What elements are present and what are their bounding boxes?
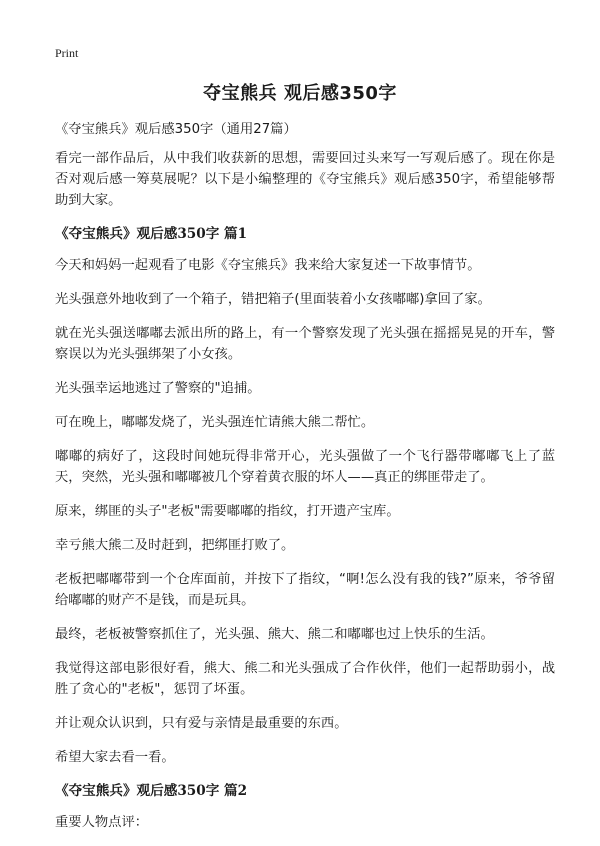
paragraph: 光头强幸运地逃过了警察的"追捕。: [55, 381, 261, 396]
intro-paragraph: 看完一部作品后，从中我们收获新的思想，需要回过头来写一写观后感了。现在你是否对观后感一筹莫展呢？以下是小编整理的《夺宝熊兵》观后感350字，希望能够帮助到大家。: [55, 151, 555, 208]
paragraph: 今天和妈妈一起观看了电影《夺宝熊兵》我来给大家复述一下故事情节。: [55, 258, 481, 273]
paragraph: 老板把嘟嘟带到一个仓库面前，并按下了指纹，“啊!怎么没有我的钱?”原来，爷爷留给嘟嘟的财产不是钱，而是玩具。: [55, 572, 555, 608]
section-heading-2: 《夺宝熊兵》观后感350字 篇2: [55, 783, 248, 799]
paragraph: 光头强意外地收到了一个箱子，错把箱子(里面装着小女孩嘟嘟)拿回了家。: [55, 292, 491, 307]
paragraph: 我觉得这部电影很好看，熊大、熊二和光头强成了合作伙伴，他们一起帮助弱小，战胜了贪心的"老板"，惩罚了坏蛋。: [55, 661, 555, 697]
print-link[interactable]: Print: [55, 46, 79, 60]
document-body: [55, 119, 555, 846]
paragraph: 并让观众认识到，只有爱与亲情是最重要的东西。: [55, 716, 348, 731]
page-title: 夺宝熊兵 观后感350字: [203, 83, 397, 104]
paragraph: 希望大家去看一看。: [55, 750, 175, 765]
paragraph: 嘟嘟的病好了，这段时间她玩得非常开心，光头强做了一个飞行器带嘟嘟飞上了蓝天，突然，光头强和嘟嘟被几个穿着黄衣服的坏人——真正的绑匪带走了。: [55, 449, 555, 485]
paragraph: 幸亏熊大熊二及时赶到，把绑匪打败了。: [55, 538, 295, 553]
paragraph: 就在光头强送嘟嘟去派出所的路上，有一个警察发现了光头强在摇摇晃晃的开车，警察误以为光头强绑架了小女孩。: [55, 326, 555, 362]
document-subtitle: 《夺宝熊兵》观后感350字（通用27篇）: [55, 122, 297, 137]
paragraph: 重要人物点评：: [55, 815, 149, 830]
section-heading-1: 《夺宝熊兵》观后感350字 篇1: [55, 226, 248, 242]
paragraph: 可在晚上，嘟嘟发烧了，光头强连忙请熊大熊二帮忙。: [55, 415, 375, 430]
paragraph: 原来，绑匪的头子"老板"需要嘟嘟的指纹，打开遗产宝库。: [55, 504, 400, 519]
paragraph: 最终，老板被警察抓住了，光头强、熊大、熊二和嘟嘟也过上快乐的生活。: [55, 627, 494, 642]
